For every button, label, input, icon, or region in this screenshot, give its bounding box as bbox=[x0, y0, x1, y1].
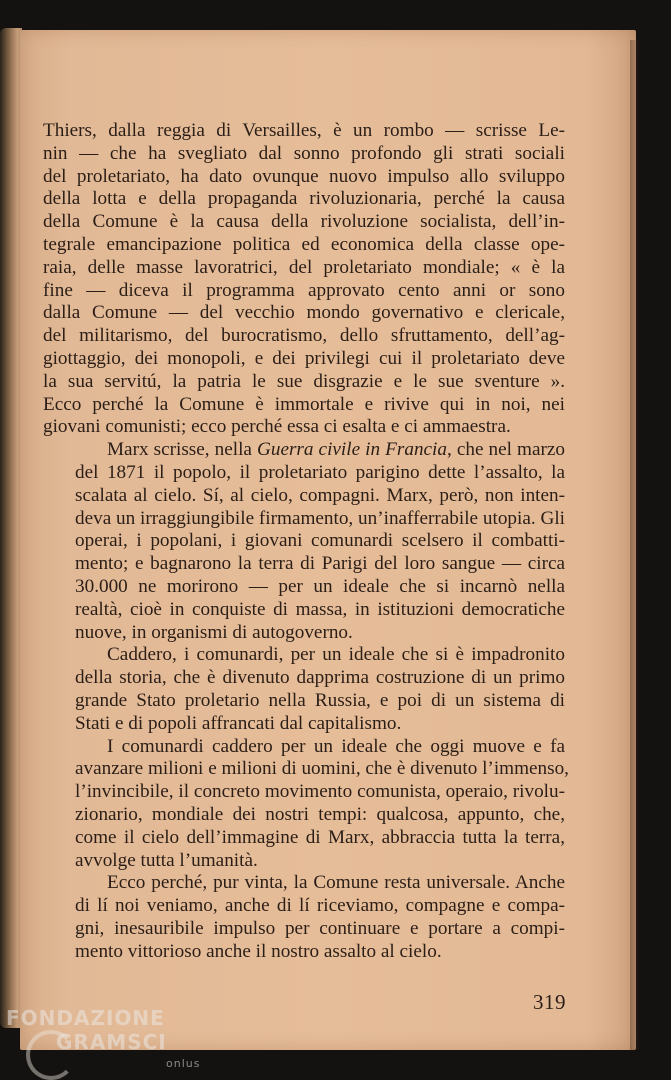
paragraph bbox=[43, 120, 565, 439]
text-line: nuove, in organismi di autogoverno. bbox=[75, 621, 353, 643]
text-line: del proletariato, ha dato ovunque nuovo impulso allo sviluppo bbox=[43, 165, 565, 187]
text-line: Ecco perché, pur vinta, la Comune resta universale. Anche bbox=[107, 872, 565, 894]
paragraph bbox=[43, 872, 565, 963]
watermark-line-1: FONDAZIONE bbox=[6, 1006, 165, 1030]
watermark bbox=[6, 1006, 201, 1070]
text-line: Thiers, dalla reggia di Versailles, è un rombo — scrisse Le- bbox=[43, 120, 565, 141]
text-line: realtà, cioè in conquiste di massa, in istituzioni democratiche bbox=[75, 598, 565, 620]
watermark-line-2: GRAMSCI bbox=[56, 1030, 167, 1054]
text-line: avanzare milioni e milioni di uomini, che è divenuto l’immenso, bbox=[75, 758, 569, 780]
text-line: deva un irraggiungibile firmamento, un’inafferrabile utopia. Gli bbox=[75, 507, 565, 529]
text-line: tegrale emancipazione politica ed economica della classe ope- bbox=[43, 233, 565, 255]
paragraph bbox=[43, 735, 569, 873]
body-text bbox=[43, 120, 569, 963]
text-line: dalla Comune — del vecchio mondo governativo e clericale, bbox=[43, 302, 565, 324]
text-line: gni, inesauribile impulso per continuare e portare a compi- bbox=[75, 917, 565, 939]
text-line: del militarismo, del burocratismo, dello sfruttamento, dell’ag- bbox=[43, 325, 565, 347]
text-line: avvolge tutta l’umanità. bbox=[75, 849, 258, 871]
text-line: della storia, che è divenuto dapprima costruzione di un primo bbox=[75, 667, 565, 689]
text-line: Caddero, i comunardi, per un ideale che si è impadronito bbox=[107, 644, 565, 666]
text-line: mento vittorioso anche il nostro assalto al cielo. bbox=[75, 940, 442, 962]
text-line: raia, delle masse lavoratrici, del proletariato mondiale; « è la bbox=[43, 256, 565, 278]
text-line: giovani comunisti; ecco perché essa ci esalta e ci ammaestra. bbox=[43, 416, 511, 438]
text-line: di lí noi veniamo, anche di lí riceviamo, compagne e compa- bbox=[75, 895, 565, 917]
text-line: Ecco perché la Comune è immortale e rivive qui in noi, nei bbox=[43, 393, 565, 415]
text-line: grande Stato proletario nella Russia, e poi di un sistema di bbox=[75, 689, 565, 711]
text-line: 30.000 ne morirono — per un ideale che si incarnò nella bbox=[75, 575, 565, 597]
text-line: della lotta e della propaganda rivoluzionaria, perché la causa bbox=[43, 188, 565, 210]
text-line: scalata al cielo. Sí, al cielo, compagni. Marx, però, non inten- bbox=[75, 484, 565, 506]
text-line: fine — diceva il programma approvato cento anni or sono bbox=[43, 279, 565, 301]
text-line: della Comune è la causa della rivoluzione socialista, dell’in- bbox=[43, 211, 565, 233]
watermark-suffix: onlus bbox=[166, 1057, 201, 1070]
left-page-edge bbox=[0, 28, 22, 1028]
text-line: Stati e di popoli affrancati dal capitalismo. bbox=[75, 712, 402, 734]
page-number: 319 bbox=[533, 990, 566, 1014]
paragraph bbox=[43, 439, 565, 644]
text-line: giottaggio, dei monopoli, e dei privilegi cui il proletariato deve bbox=[43, 347, 565, 369]
paragraph bbox=[43, 644, 565, 735]
text-line: del 1871 il popolo, il proletariato parigino dette l’assalto, la bbox=[75, 461, 565, 483]
text-line: nin — che ha svegliato dal sonno profondo gli strati sociali bbox=[43, 142, 565, 164]
text-line: la sua servitú, la patria le sue disgrazie e le sue sventure ». bbox=[43, 370, 565, 392]
text-line: come il cielo dell’immagine di Marx, abbraccia tutta la terra, bbox=[75, 826, 565, 848]
text-line: mento; e bagnarono la terra di Parigi del loro sangue — circa bbox=[75, 553, 565, 575]
text-line: I comunardi caddero per un ideale che oggi muove e fa bbox=[107, 735, 565, 757]
page-edge-shadow bbox=[630, 40, 640, 1050]
text-line: zionario, mondiale dei nostri tempi: qualcosa, appunto, che, bbox=[75, 803, 565, 825]
text-line: operai, i popolani, i giovani comunardi scelsero il combatti- bbox=[75, 530, 565, 552]
text-line: l’invincibile, il concreto movimento comunista, operaio, rivolu- bbox=[75, 781, 565, 803]
text-line: Marx scrisse, nella Guerra civile in Francia, che nel marzo bbox=[107, 439, 565, 461]
